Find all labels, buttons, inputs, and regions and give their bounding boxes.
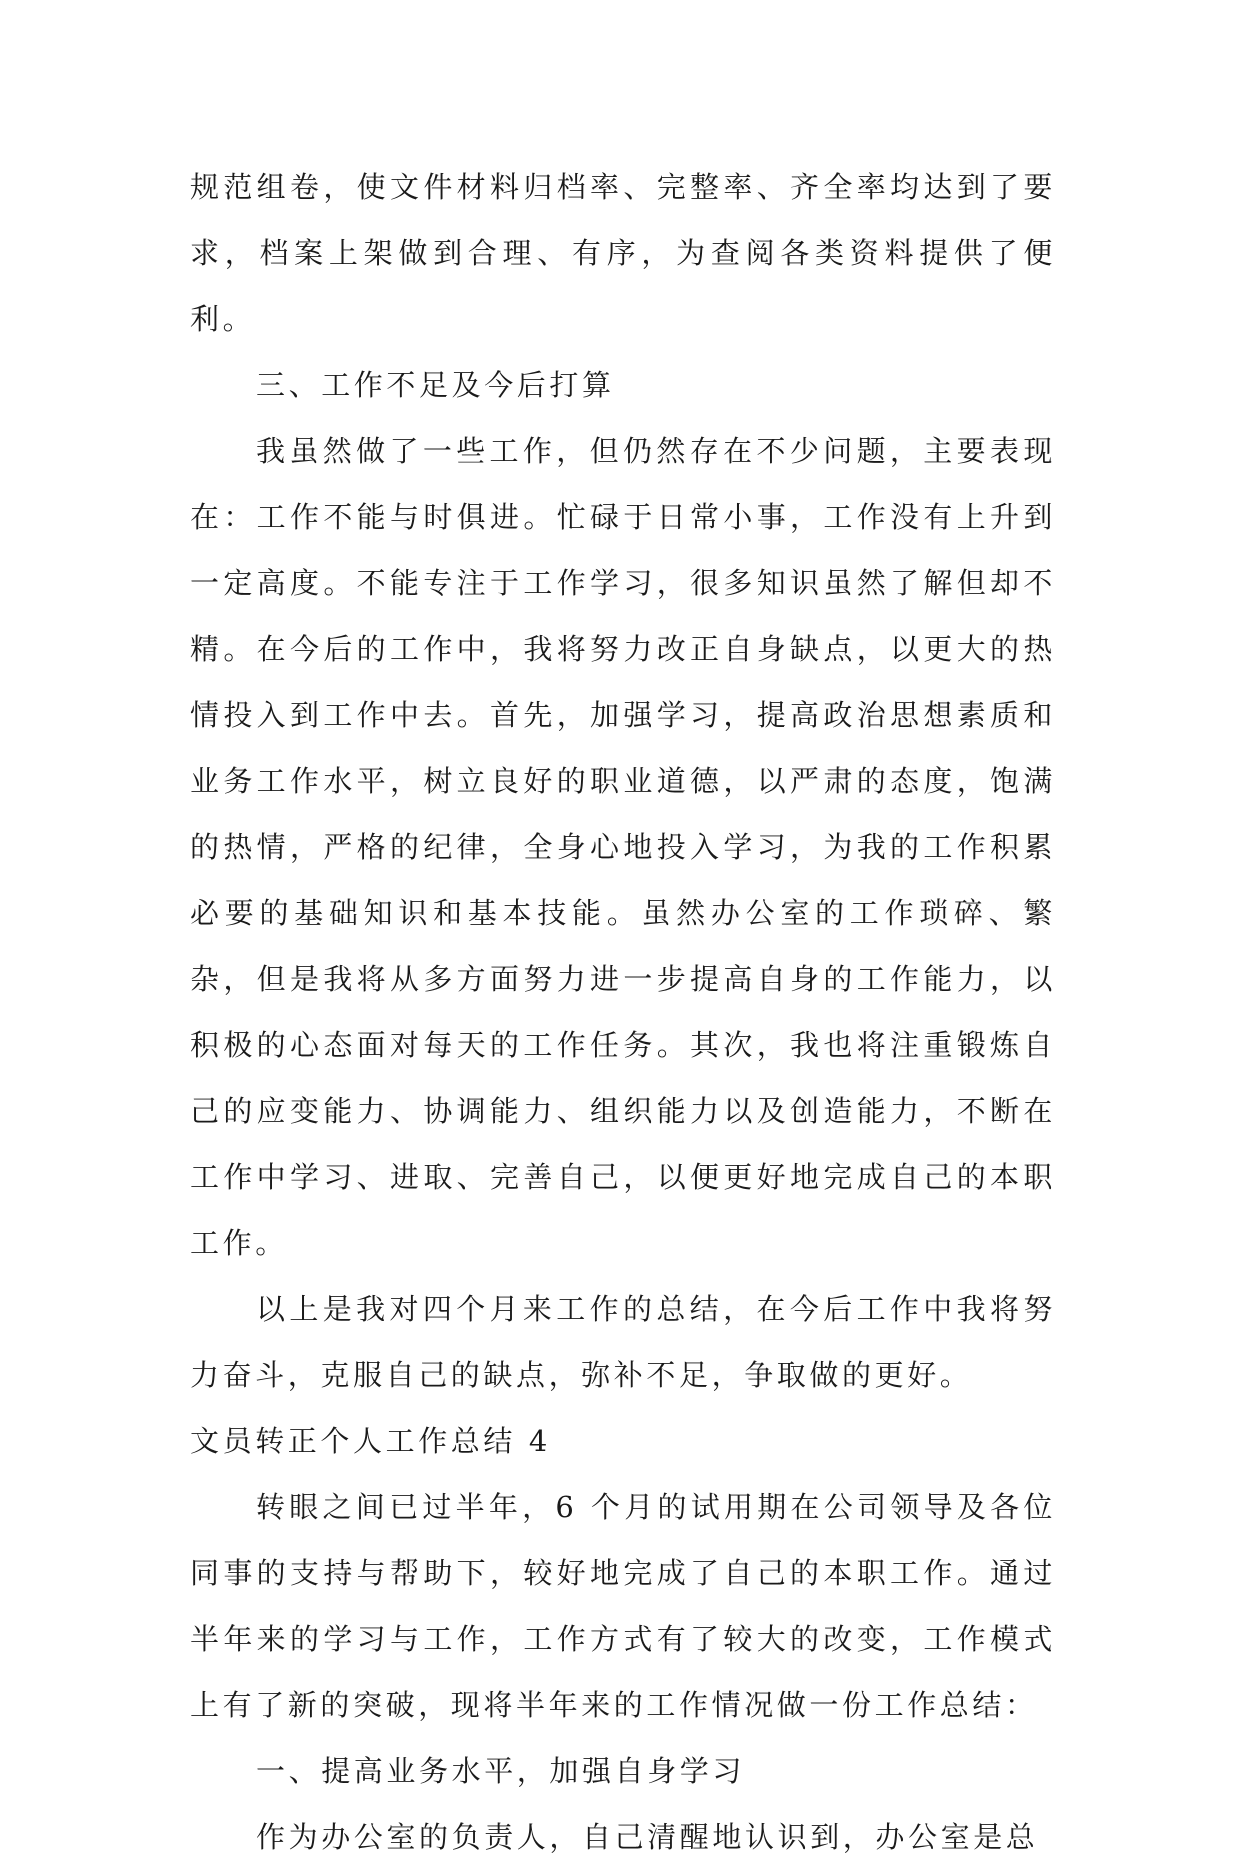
paragraph: 作为办公室的负责人，自己清醒地认识到，办公室是总: [256, 1820, 1039, 1854]
paragraph-continued: 规范组卷，使文件材料归档率、完整率、齐全率均达到了要求，档案上架做到合理、有序，为查阅各类资料提供了便利。: [190, 170, 1056, 336]
document-title: 文员转正个人工作总结 4: [190, 1424, 551, 1458]
document-body: [190, 154, 1056, 1870]
section-heading: 一、提高业务水平，加强自身学习: [256, 1754, 746, 1788]
paragraph: 转眼之间已过半年，6 个月的试用期在公司领导及各位同事的支持与帮助下，较好地完成了自己的本职工作。通过半年来的学习与工作，工作方式有了较大的改变，工作模式上有了新的突破，现将半年来的工作情况做一份工作总结：: [190, 1490, 1056, 1722]
section-heading: 三、工作不足及今后打算: [256, 368, 615, 402]
paragraph: 我虽然做了一些工作，但仍然存在不少问题，主要表现在：工作不能与时俱进。忙碌于日常小事，工作没有上升到一定高度。不能专注于工作学习，很多知识虽然了解但却不精。在今后的工作中，我将努力改正自身缺点，以更大的热情投入到工作中去。首先，加强学习，提高政治思想素质和业务工作水平，树立良好的职业道德，以严肃的态度，饱满的热情，严格的纪律，全身心地投入学习，为我的工作积累必要的基础知识和基本技能。虽然办公室的工作琐碎、繁杂，但是我将从多方面努力进一步提高自身的工作能力，以积极的心态面对每天的工作任务。其次，我也将注重锻炼自己的应变能力、协调能力、组织能力以及创造能力，不断在工作中学习、进取、完善自己，以便更好地完成自己的本职工作。: [190, 434, 1056, 1260]
paragraph: 以上是我对四个月来工作的总结，在今后工作中我将努力奋斗，克服自己的缺点，弥补不足，争取做的更好。: [190, 1292, 1056, 1392]
